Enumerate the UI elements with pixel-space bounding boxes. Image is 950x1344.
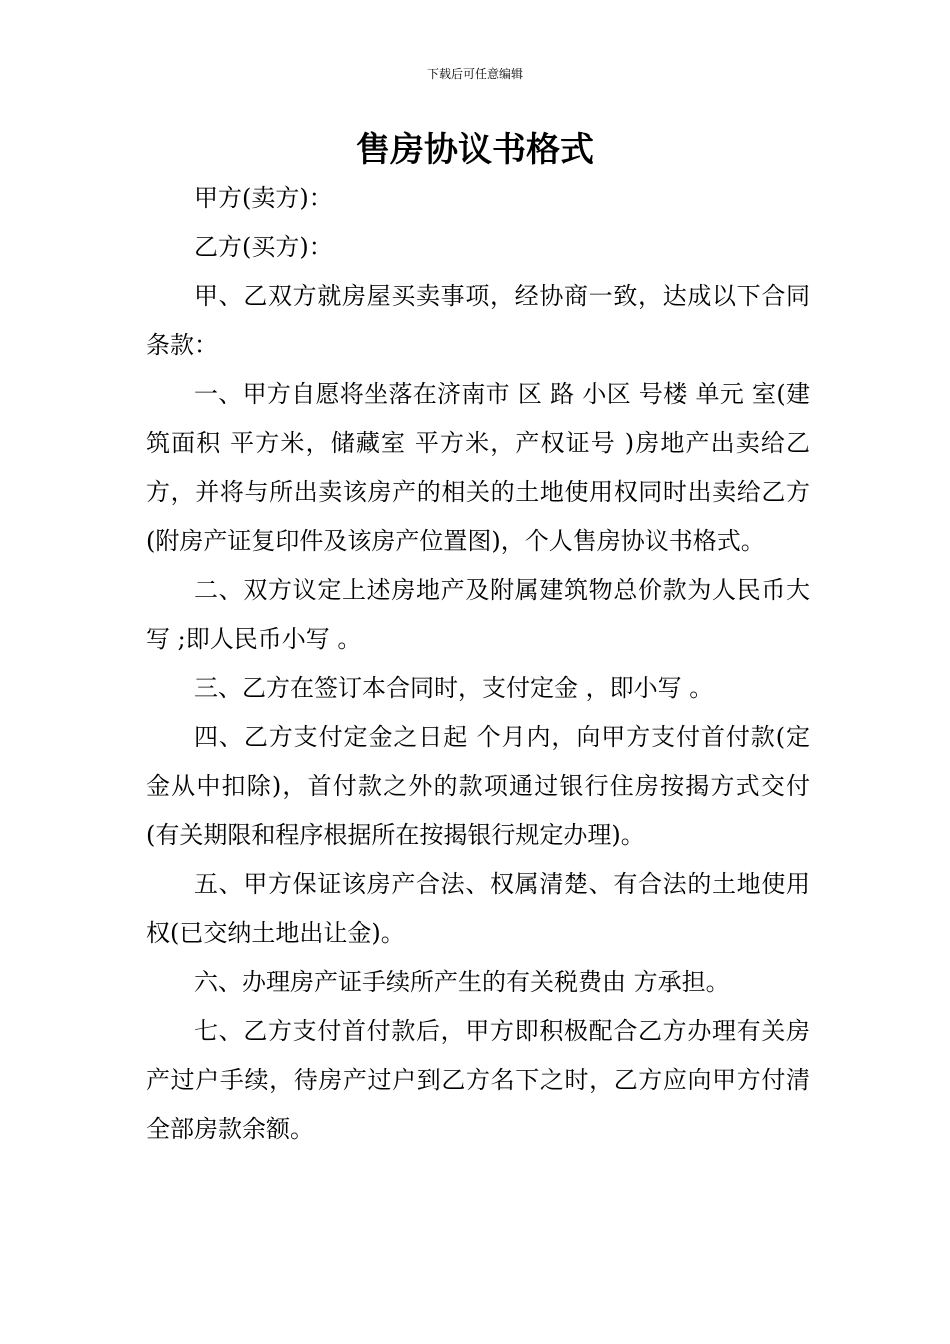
header-note: 下载后可任意编辑 [426,67,523,81]
clause-3: 三、乙方在签订本合同时，支付定金 ，即小写 。 [194,674,714,702]
clause-6: 六、办理房产证手续所产生的有关税费由 方承担。 [194,968,730,996]
document-title: 售房协议书格式 [356,130,594,170]
clause-7: 七、乙方支付首付款后，甲方即积极配合乙方办理有关房产过户手续，待房产过户到乙方名下之时，乙方应向甲方付清全部房款余额。 [146,1017,810,1143]
preamble-paragraph: 甲、乙双方就房屋买卖事项，经协商一致，达成以下合同条款： [146,282,810,359]
clause-5: 五、甲方保证该房产合法、权属清楚、有合法的土地使用权(已交纳土地出让金)。 [146,870,810,947]
party-b-line: 乙方(买方)： [194,233,333,261]
document-body [146,174,810,1154]
clause-4: 四、乙方支付定金之日起 个月内，向甲方支付首付款(定金从中扣除)，首付款之外的款项通过银行住房按揭方式交付(有关期限和程序根据所在按揭银行规定办理)。 [146,723,810,849]
party-a-line: 甲方(卖方)： [194,184,333,212]
clause-2: 二、双方议定上述房地产及附属建筑物总价款为人民币大写 ;即人民币小写 。 [146,576,810,653]
clause-1: 一、甲方自愿将坐落在济南市 区 路 小区 号楼 单元 室(建筑面积 平方米，储藏室 平方米，产权证号 )房地产出卖给乙方，并将与所出卖该房产的相关的土地使用权同时出卖给乙方(附房产证复印件及该房产位置图)，个人售房协议书格式。 [146,380,810,555]
